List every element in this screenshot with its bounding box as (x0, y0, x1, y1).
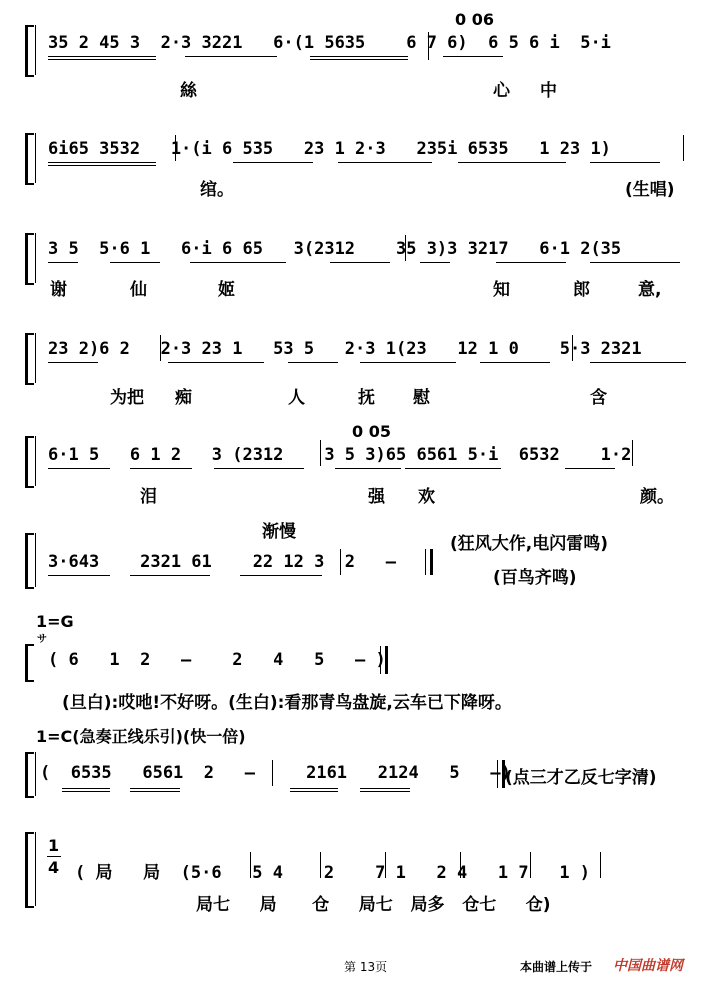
underline (130, 791, 180, 792)
notation-line: 3·643 2321 61 22 12 3 2 – (48, 552, 396, 572)
upload-text: 本曲谱上传于 (520, 960, 593, 974)
barline (572, 335, 573, 361)
lyric: 絲 (180, 81, 197, 101)
barline (160, 335, 161, 361)
system-bracket-line (35, 436, 36, 486)
underline (310, 59, 408, 60)
lyric: 强 (368, 487, 385, 507)
page-number: 第 13页 (344, 960, 388, 974)
underline (48, 59, 156, 60)
end-double-barline (425, 549, 433, 575)
system-bracket-line (35, 333, 36, 383)
lyric: 慰 (413, 388, 430, 408)
notation-line: ( 局 局 (5·6 5 4 2 7 1 2 4 1 7 1 ) (75, 863, 591, 883)
underline (48, 56, 156, 57)
free-rhythm-mark: サ (37, 634, 47, 645)
barline (320, 440, 321, 466)
system-bracket-line (35, 133, 36, 183)
underline (565, 468, 615, 469)
system-bracket-line (35, 752, 36, 796)
lyric: 痴 (175, 388, 192, 408)
lyric: 仙 (130, 280, 147, 300)
system-bracket-line (35, 233, 36, 283)
underline (48, 165, 156, 166)
time-signature-top: 1 (48, 836, 60, 855)
barline (385, 852, 386, 878)
underline (590, 262, 680, 263)
lyric: 欢 (418, 487, 435, 507)
underline (240, 575, 322, 576)
lyric: 中 (540, 81, 557, 101)
system-bracket-line (35, 832, 36, 906)
underline (48, 362, 98, 363)
above-note: 0 05 (352, 422, 391, 441)
system-bracket (25, 644, 34, 682)
underline (130, 788, 180, 789)
stage-direction: (狂风大作,电闪雷鸣) (450, 534, 608, 554)
performance-note: (点三才乙反七字清) (505, 768, 657, 788)
underline (48, 575, 110, 576)
dialogue-line: (旦白):哎吔!不好呀。(生白):看那青鸟盘旋,云车已下降呀。 (62, 693, 512, 713)
time-signature-bottom: 4 (48, 858, 60, 877)
underline (290, 788, 338, 789)
above-note: 0 06 (455, 10, 494, 29)
underline (110, 262, 160, 263)
underline (443, 56, 503, 57)
system-bracket (25, 533, 34, 589)
lyric: 绾。 (200, 180, 234, 200)
system-bracket (25, 233, 34, 285)
system-bracket (25, 25, 34, 77)
underline (233, 162, 313, 163)
underline (130, 468, 192, 469)
underline (590, 362, 686, 363)
underline (130, 575, 210, 576)
lyric: 姬 (218, 280, 235, 300)
lyric: (生唱) (625, 180, 675, 200)
end-double-barline (497, 760, 505, 788)
underline (480, 362, 550, 363)
key-signature: 1=G (36, 612, 74, 631)
underline (335, 468, 401, 469)
lyric: 抚 (358, 388, 375, 408)
time-signature-line (47, 856, 61, 857)
notation-line: ( 6 1 2 – 2 4 5 – ) (48, 650, 386, 670)
barline (428, 32, 429, 60)
barline (175, 135, 176, 161)
barline (250, 852, 251, 878)
barline (460, 852, 461, 878)
notation-line: 6·1 5 6 1 2 3 (2312 3 5 3)65 6561 5·i 6532 1·2 (48, 445, 632, 465)
lyric: 知 (493, 280, 510, 300)
system-bracket (25, 752, 34, 798)
lyric: 郎 (573, 280, 590, 300)
tempo-mark: 渐慢 (262, 522, 296, 542)
underline (62, 788, 110, 789)
end-double-barline (380, 646, 388, 674)
barline (340, 549, 341, 575)
barline (632, 440, 633, 466)
barline (600, 852, 601, 878)
notation-line: 35 2 45 3 2·3 3221 6·(1 5635 6 7 6) 6 5 6 i 5·i (48, 33, 611, 53)
underline (288, 362, 338, 363)
percussion-words: 局七 局 仓 局七 局多 仓七 仓) (196, 895, 551, 915)
underline (405, 468, 501, 469)
underline (496, 262, 566, 263)
system-bracket (25, 436, 34, 488)
barline (320, 852, 321, 878)
underline (48, 468, 110, 469)
underline (458, 162, 566, 163)
stage-direction: (百鸟齐鸣) (493, 568, 577, 588)
system-bracket (25, 133, 34, 185)
lyric: 泪 (140, 487, 157, 507)
site-logo: 中国曲谱网 (613, 958, 683, 974)
underline (310, 56, 408, 57)
underline (214, 468, 304, 469)
system-bracket (25, 832, 34, 908)
underline (330, 262, 390, 263)
notation-line: ( 6535 6561 2 – 2161 2124 5 –) (40, 763, 511, 783)
underline (338, 162, 432, 163)
notation-line: 23 2)6 2 2·3 23 1 53 5 2·3 1(23 12 1 0 5·3 2321 (48, 339, 642, 359)
system-bracket (25, 333, 34, 385)
underline (168, 362, 264, 363)
underline (185, 56, 277, 57)
underline (420, 262, 450, 263)
lyric: 为把 (110, 388, 144, 408)
lyric: 人 (288, 388, 305, 408)
underline (360, 791, 410, 792)
lyric: 谢 (50, 280, 67, 300)
underline (190, 262, 286, 263)
barline (530, 852, 531, 878)
underline (360, 788, 410, 789)
lyric: 心 (493, 81, 510, 101)
underline (62, 791, 110, 792)
lyric: 含 (590, 388, 607, 408)
underline (590, 162, 660, 163)
system-bracket-line (35, 533, 36, 587)
underline (360, 362, 456, 363)
key-signature-2: 1=C(急奏正线乐引)(快一倍) (36, 727, 246, 746)
underline (48, 162, 156, 163)
barline (683, 135, 684, 161)
notation-line: 6i65 3532 1·(i 6 535 23 1 2·3 235i 6535 1 23 1) (48, 139, 611, 159)
underline (48, 262, 78, 263)
lyric: 意, (638, 280, 662, 300)
barline (405, 235, 406, 261)
system-bracket-line (35, 25, 36, 75)
lyric: 颜。 (640, 487, 674, 507)
notation-line: 3 5 5·6 1 6·i 6 65 3(2312 35 3)3 3217 6·1 2(35 (48, 239, 622, 259)
barline (272, 760, 273, 786)
underline (290, 791, 338, 792)
